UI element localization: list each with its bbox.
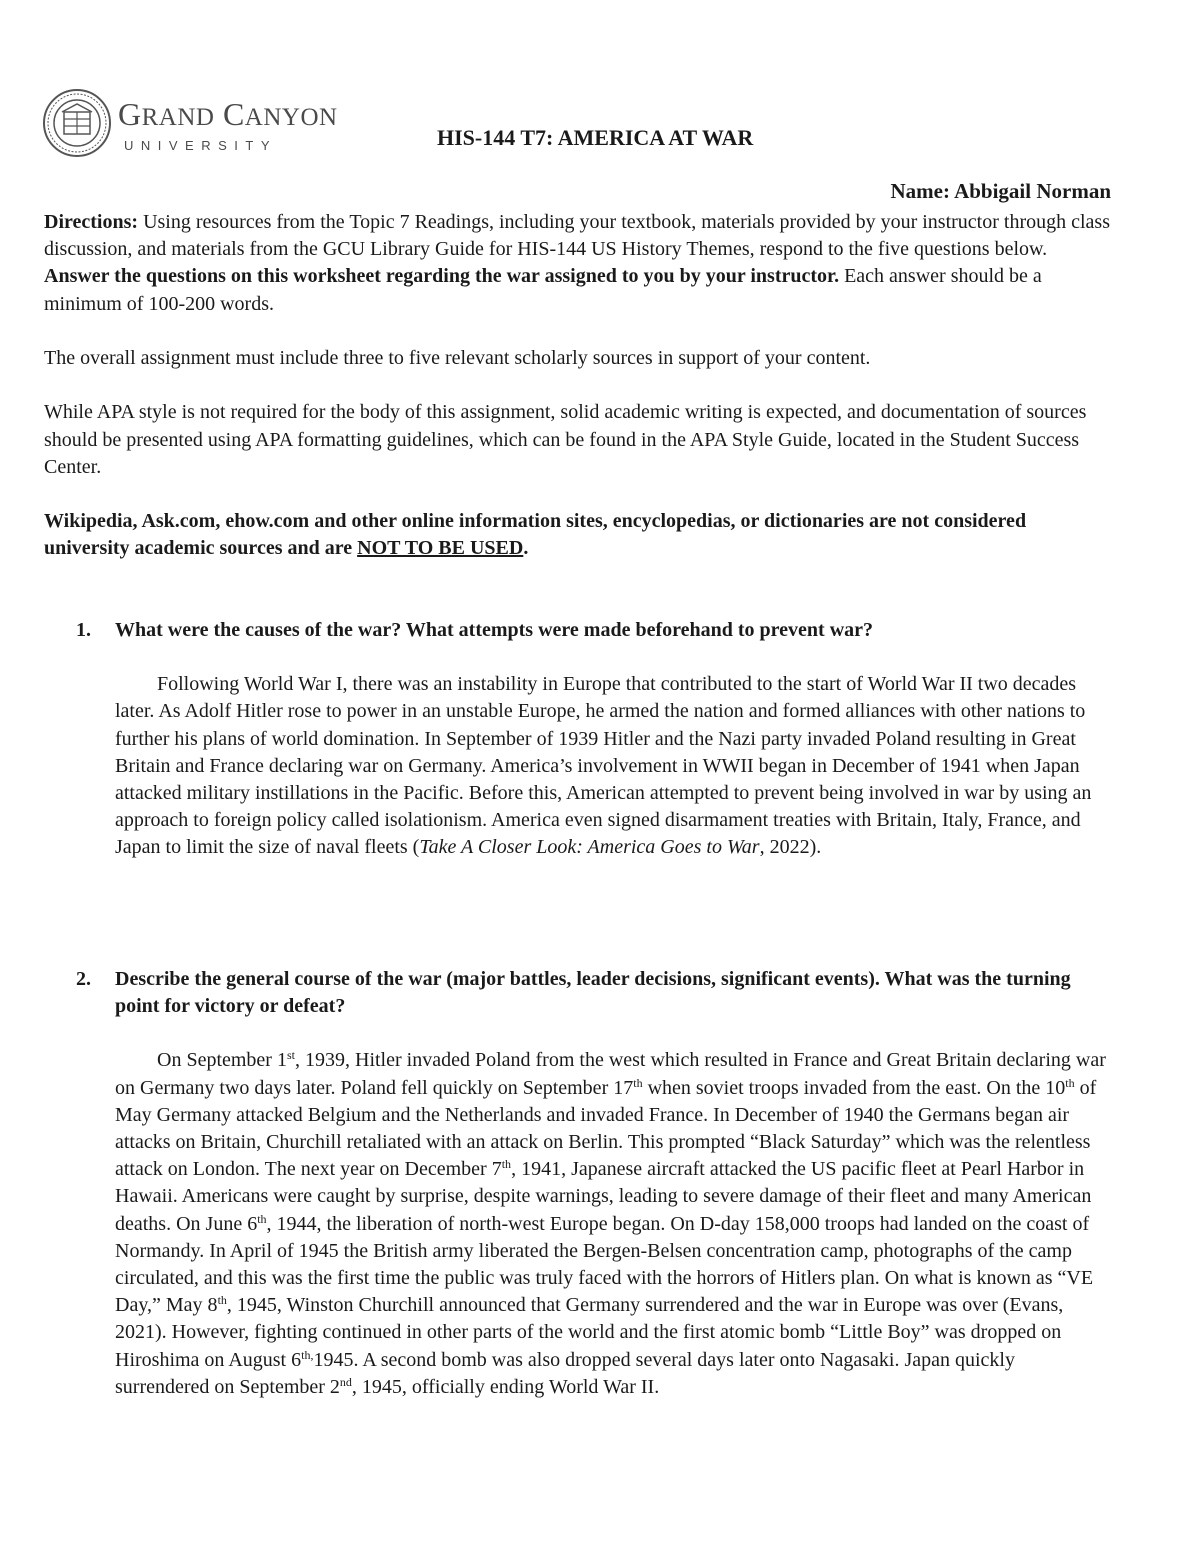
question-2-prompt: 2. Describe the general course of the war (major battles, leader decisions, significant events). What was the turning point for victory or defeat?	[76, 968, 1071, 1018]
instructions	[44, 209, 1114, 590]
question-1-answer: Following World War I, there was an instability in Europe that contributed to the start of World War II two decades later. As Adolf Hitler rose to power in an unstable Europe, he armed the nation and formed alliances with other nations to further his plans of world domination. In September of 1939 Hitler and the Nazi party invaded Poland resulting in Great Britain and France declaring war on Germany. America’s involvement in WWII began in December of 1941 when Japan attacked military instillations in the Pacific. Before this, American attempted to prevent being involved in war by using an approach to foreign policy called isolationism. America even signed disarmament treaties with Britain, Italy, France, and Japan to limit the size of naval fleets (Take A Closer Look: America Goes to War, 2022).	[115, 673, 1092, 859]
student-name: Name: Abbigail Norman	[890, 179, 1111, 203]
directions-paragraph: Directions: Using resources from the Topic 7 Readings, including your textbook, materials provided by your instructor through class discussion, and materials from the GCU Library Guide for HIS-144 US History Themes, respond to the five questions below. Answer the questions on this worksheet regarding the war assigned to you by your instructor. Each answer should be a minimum of 100-200 words.	[44, 211, 1110, 315]
question-2	[44, 966, 1114, 1401]
warning-paragraph: Wikipedia, Ask.com, ehow.com and other online information sites, encyclopedias, or dictionaries are not considered university academic sources and are NOT TO BE USED.	[44, 510, 1027, 560]
university-wordmark: GRAND CANYON UNIVERSITY	[118, 96, 338, 153]
university-seal-icon	[42, 88, 112, 158]
question-2-answer: On September 1st, 1939, Hitler invaded Poland from the west which resulted in France and Great Britain declaring war on Germany two days later. Poland fell quickly on September 17th when soviet troops invaded from the east. On the 10th of May Germany attacked Belgium and the Netherlands and invaded France. In December of 1940 the Germans began air attacks on Britain, Churchill retaliated with an attack on Berlin. This prompted “Black Saturday” which was the relentless attack on London. The next year on December 7th, 1941, Japanese aircraft attacked the US pacific fleet at Pearl Harbor in Hawaii. Americans were caught by surprise, despite warnings, leading to severe damage of their fleet and many American deaths. On June 6th, 1944, the liberation of north-west Europe began. On D-day 158,000 troops had landed on the coast of Normandy. In April of 1945 the British army liberated the Bergen-Belsen concentration camp, photographs of the camp circulated, and this was the first time the public was truly faced with the horrors of Hitlers plan. On what is known as “VE Day,” May 8th, 1945, Winston Churchill announced that Germany surrendered and the war in Europe was over (Evans, 2021). However, fighting continued in other parts of the world and the first atomic bomb “Little Boy” was dropped on Hiroshima on August $6^{th,}1945$. A second bomb was also dropped several days later onto Nagasaki. Japan quickly surrendered on September 2nd, 1945, officially ending World War II.	[115, 1048, 1106, 1398]
question-1	[44, 617, 1114, 862]
university-logo	[42, 88, 362, 160]
sources-paragraph: The overall assignment must include three to five relevant scholarly sources in support of your content.	[44, 347, 871, 369]
apa-paragraph: While APA style is not required for the body of this assignment, solid academic writing is expected, and documentation of sources should be presented using APA formatting guidelines, which can be found in the APA Style Guide, located in the Student Success Center.	[44, 401, 1087, 478]
page-title: HIS-144 T7: AMERICA AT WAR	[437, 125, 754, 150]
question-1-prompt: 1. What were the causes of the war? What attempts were made beforehand to prevent war?	[76, 619, 874, 641]
